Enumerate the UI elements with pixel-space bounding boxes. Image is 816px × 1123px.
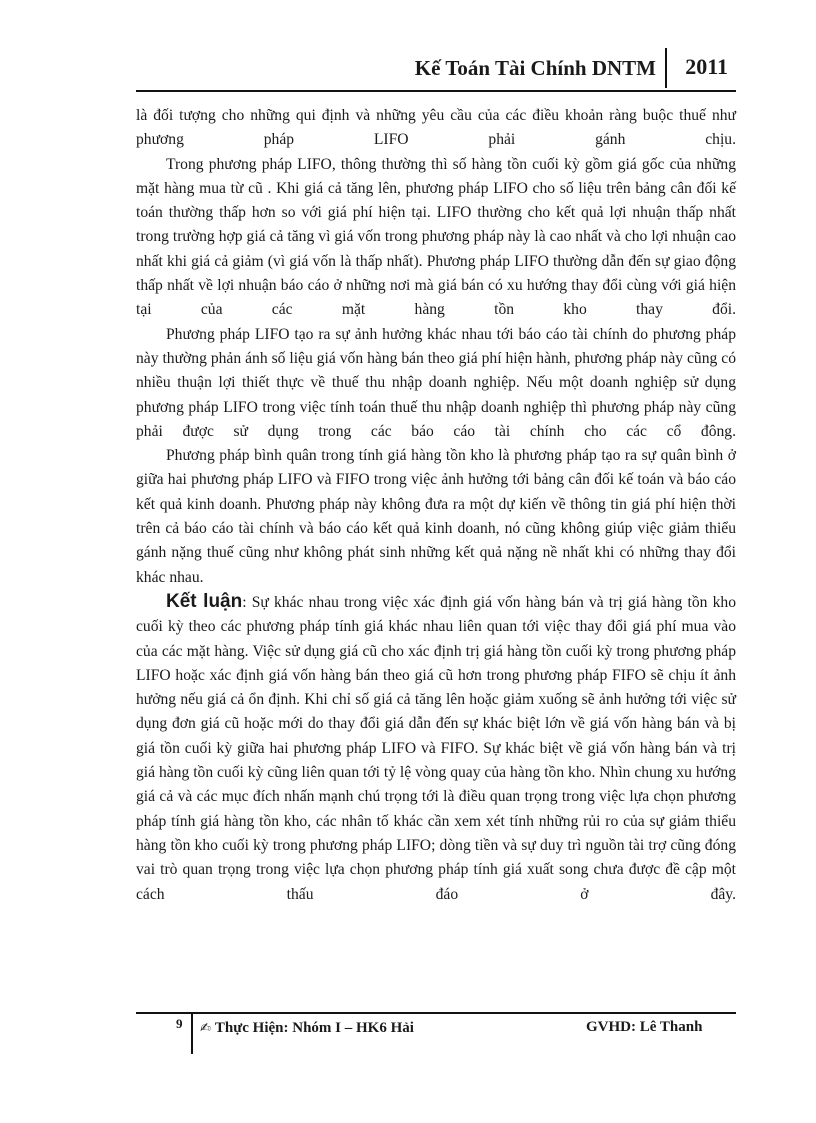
header-title-text: Kế Toán Tài Chính DNTM (414, 56, 656, 80)
page-number: 9 (176, 1016, 183, 1031)
footer-author-text: Thực Hiện: Nhóm I – HK6 Hải (214, 1020, 414, 1036)
paragraph-lifo-inventory: Trong phương pháp LIFO, thông thường thì số hàng tồn cuối kỳ gồm giá gốc của những mặt hàng mua từ cũ . Khi giá cả tăng lên, phương pháp LIFO cho số liệu trên bảng cân đối kế toán thường thấp hơn so với giá phí hiện tại. LIFO thường cho kết quả lợi nhuận thấp nhất trong trường hợp giá cả tăng vì giá vốn trong phương pháp này là cao nhất và cho lợi nhuận cao nhất khi giá cả giảm (vì giá vốn là thấp nhất). Phương pháp LIFO thường dẫn đến sự giao động thấp nhất về lợi nhuận báo cáo ở những nơi mà giá bán có xu hướng thay đổi cùng với giá hiện tại của các mặt hàng tồn kho thay đổi. (136, 155, 736, 319)
paragraph-continuation: là đối tượng cho những qui định và những yêu cầu của các điều khoản ràng buộc thuế như phương pháp LIFO phải gánh chịu. (136, 107, 736, 149)
footer-author (200, 1019, 500, 1038)
conclusion-text: : Sự khác nhau trong việc xác định giá vốn hàng bán và trị giá hàng tồn kho cuối kỳ theo các phương pháp tính giá khác nhau liên quan tới việc thay đổi giá phí mua vào của các mặt hàng. Việc sử dụng giá cũ cho xác định trị giá hàng tồn cuối kỳ trong phương pháp LIFO hoặc xác định giá vốn hàng bán theo giá cũ hơn trong phương pháp FIFO sẽ chịu ít ảnh hưởng nếu giá cả ổn định. Khi chỉ số giá cả tăng lên hoặc giảm xuống sẽ ảnh hưởng tới việc sử dụng đơn giá cũ hoặc mới do thay đổi giá dẫn đến sự khác biệt lớn về giá vốn hàng bán và bị giá tồn cuối kỳ giữa hai phương pháp LIFO và FIFO. Sự khác biệt về giá vốn hàng bán và trị giá hàng tồn cuối kỳ cũng liên quan tới tỷ lệ vòng quay của hàng tồn kho. Nhìn chung xu hướng giá cả và các mục đích nhấn mạnh chú trọng tới là điều quan trọng trong việc lựa chọn phương pháp tính giá hàng tồn kho, các nhân tố khác cần xem xét tính những rủi ro của sự giảm thiểu hàng tồn kho cuối kỳ trong phương pháp LIFO; dòng tiền và sự duy trì nguồn tài trợ cũng đóng vai trò quan trọng trong việc lựa chọn phương pháp tính giá xuất song chưa được đề cập một cách thấu đáo ở đây. (136, 593, 736, 903)
header-year: 2011 (685, 54, 728, 79)
paragraph-conclusion (136, 590, 736, 907)
page-body (136, 104, 736, 907)
writing-hand-icon: ✍ (200, 1021, 211, 1036)
footer-divider (191, 1014, 193, 1054)
header-divider (665, 48, 667, 88)
header-title (409, 56, 656, 81)
header-rule (136, 90, 736, 92)
paragraph-lifo-effects: Phương pháp LIFO tạo ra sự ảnh hưởng khác nhau tới báo cáo tài chính do phương pháp này thường phản ánh số liệu giá vốn hàng bán theo giá phí hiện hành, phương pháp này cũng có nhiều thuận lợi thiết thực về thuế thu nhập doanh nghiệp. Nếu một doanh nghiệp sử dụng phương pháp LIFO trong việc tính toán thuế thu nhập doanh nghiệp thì phương pháp này cũng phải được sử dụng trong các báo cáo tài chính cho các cổ đông. (136, 325, 736, 440)
page-header (136, 52, 736, 92)
paragraph-average-method: Phương pháp bình quân trong tính giá hàng tồn kho là phương pháp tạo ra sự quân bình ở giữa hai phương pháp LIFO và FIFO trong việc ảnh hưởng tới bảng cân đối kế toán và báo cáo kết quả kinh doanh. Phương pháp này không đưa ra một dự kiến về thông tin giá phí hiện thời trên cả báo cáo tài chính và báo cáo kết quả kinh doanh, nó cũng không giúp việc giảm thiểu gánh nặng thuế cũng như không phát sinh những kết quả nặng nề nhất khi có những thay đổi khác nhau. (136, 447, 736, 586)
footer-supervisor: GVHD: Lê Thanh (586, 1019, 703, 1035)
page-footer (136, 1012, 736, 1058)
conclusion-heading: Kết luận (166, 590, 243, 612)
footer-rule (136, 1012, 736, 1014)
